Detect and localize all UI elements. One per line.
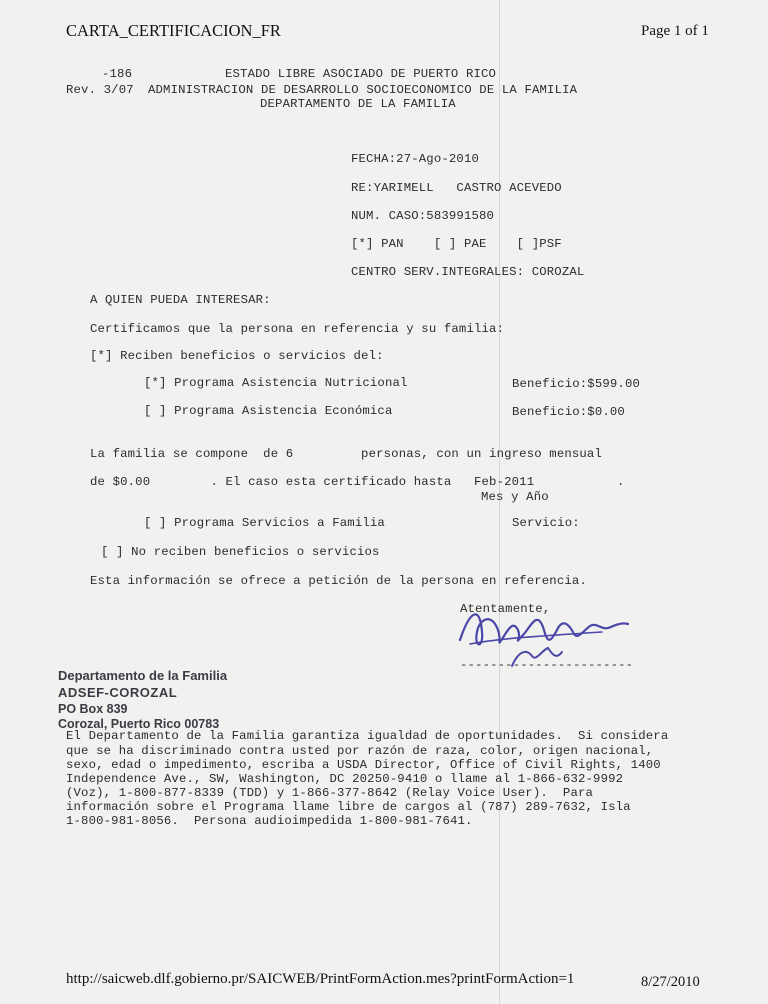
- closing-atentamente: Atentamente,: [460, 602, 551, 616]
- print-date: 8/27/2010: [641, 974, 700, 990]
- family-size-line: La familia se compone de 6 personas, con un ingreso mensual: [90, 447, 602, 461]
- case-number: NUM. CASO:583991580: [351, 209, 495, 223]
- certification-intro: Certificamos que la persona en referencia y su familia:: [90, 322, 505, 336]
- program-family-services: [ ] Programa Servicios a Familia: [144, 516, 385, 530]
- income-certification-line: de $0.00 . El caso esta certificado hasta Feb-2011 .: [90, 475, 625, 489]
- signature-line: -----------------------: [460, 658, 634, 672]
- notice-line-2: que se ha discriminado contra usted por razón de raza, color, origen nacional,: [66, 744, 654, 758]
- print-url: http://saicweb.dlf.gobierno.pr/SAICWEB/PrintFormAction.mes?printFormAction=1: [66, 971, 575, 987]
- notice-line-7: 1-800-981-8056. Persona audioimpedida 1-800-981-7641.: [66, 814, 473, 828]
- case-programs: [*] PAN [ ] PAE [ ]PSF: [351, 237, 562, 251]
- notice-line-5: (Voz), 1-800-877-8339 (TDD) y 1-866-377-8642 (Relay Voice User). Para: [66, 786, 594, 800]
- stamp-po-box: PO Box 839: [58, 702, 128, 716]
- stamp-department: Departamento de la Familia: [58, 668, 228, 683]
- agency-line-1: ESTADO LIBRE ASOCIADO DE PUERTO RICO: [225, 67, 497, 81]
- program-economic-assistance: [ ] Programa Asistencia Económica: [144, 404, 393, 418]
- benefit-nutritional: Beneficio:$599.00: [512, 377, 640, 391]
- form-revision: Rev. 3/07: [66, 83, 134, 97]
- notice-line-3: sexo, edad o impedimento, escriba a USDA Director, Office of Civil Rights, 1400: [66, 758, 661, 772]
- agency-line-3: DEPARTAMENTO DE LA FAMILIA: [260, 97, 456, 111]
- case-service-center: CENTRO SERV.INTEGRALES: COROZAL: [351, 265, 585, 279]
- page-indicator: Page 1 of 1: [641, 23, 709, 39]
- no-benefits-line: [ ] No reciben beneficios o servicios: [101, 545, 380, 559]
- stamp-office: ADSEF-COROZAL: [58, 685, 178, 700]
- notice-line-4: Independence Ave., SW, Washington, DC 20250-9410 o llame al 1-866-632-9992: [66, 772, 624, 786]
- salutation: A QUIEN PUEDA INTERESAR:: [90, 293, 271, 307]
- stamp-address: Corozal, Puerto Rico 00783: [58, 717, 220, 731]
- information-statement: Esta información se ofrece a petición de la persona en referencia.: [90, 574, 587, 588]
- notice-line-1: El Departamento de la Familia garantiza igualdad de oportunidades. Si considera: [66, 729, 669, 743]
- receives-benefits-line: [*] Reciben beneficios o servicios del:: [90, 349, 384, 363]
- case-date: FECHA:27-Ago-2010: [351, 152, 479, 166]
- agency-line-2: ADMINISTRACION DE DESARROLLO SOCIOECONOMICO DE LA FAMILIA: [148, 83, 578, 97]
- case-recipient: RE:YARIMELL CASTRO ACEVEDO: [351, 181, 562, 195]
- benefit-economic: Beneficio:$0.00: [512, 405, 625, 419]
- service-field: Servicio:: [512, 516, 580, 530]
- month-year-caption: Mes y Año: [481, 490, 549, 504]
- notice-line-6: información sobre el Programa llame libre de cargos al (787) 289-7632, Isla: [66, 800, 631, 814]
- document-title: CARTA_CERTIFICACION_FR: [66, 21, 281, 40]
- form-code: -186: [102, 67, 133, 81]
- program-nutritional-assistance: [*] Programa Asistencia Nutricional: [144, 376, 408, 390]
